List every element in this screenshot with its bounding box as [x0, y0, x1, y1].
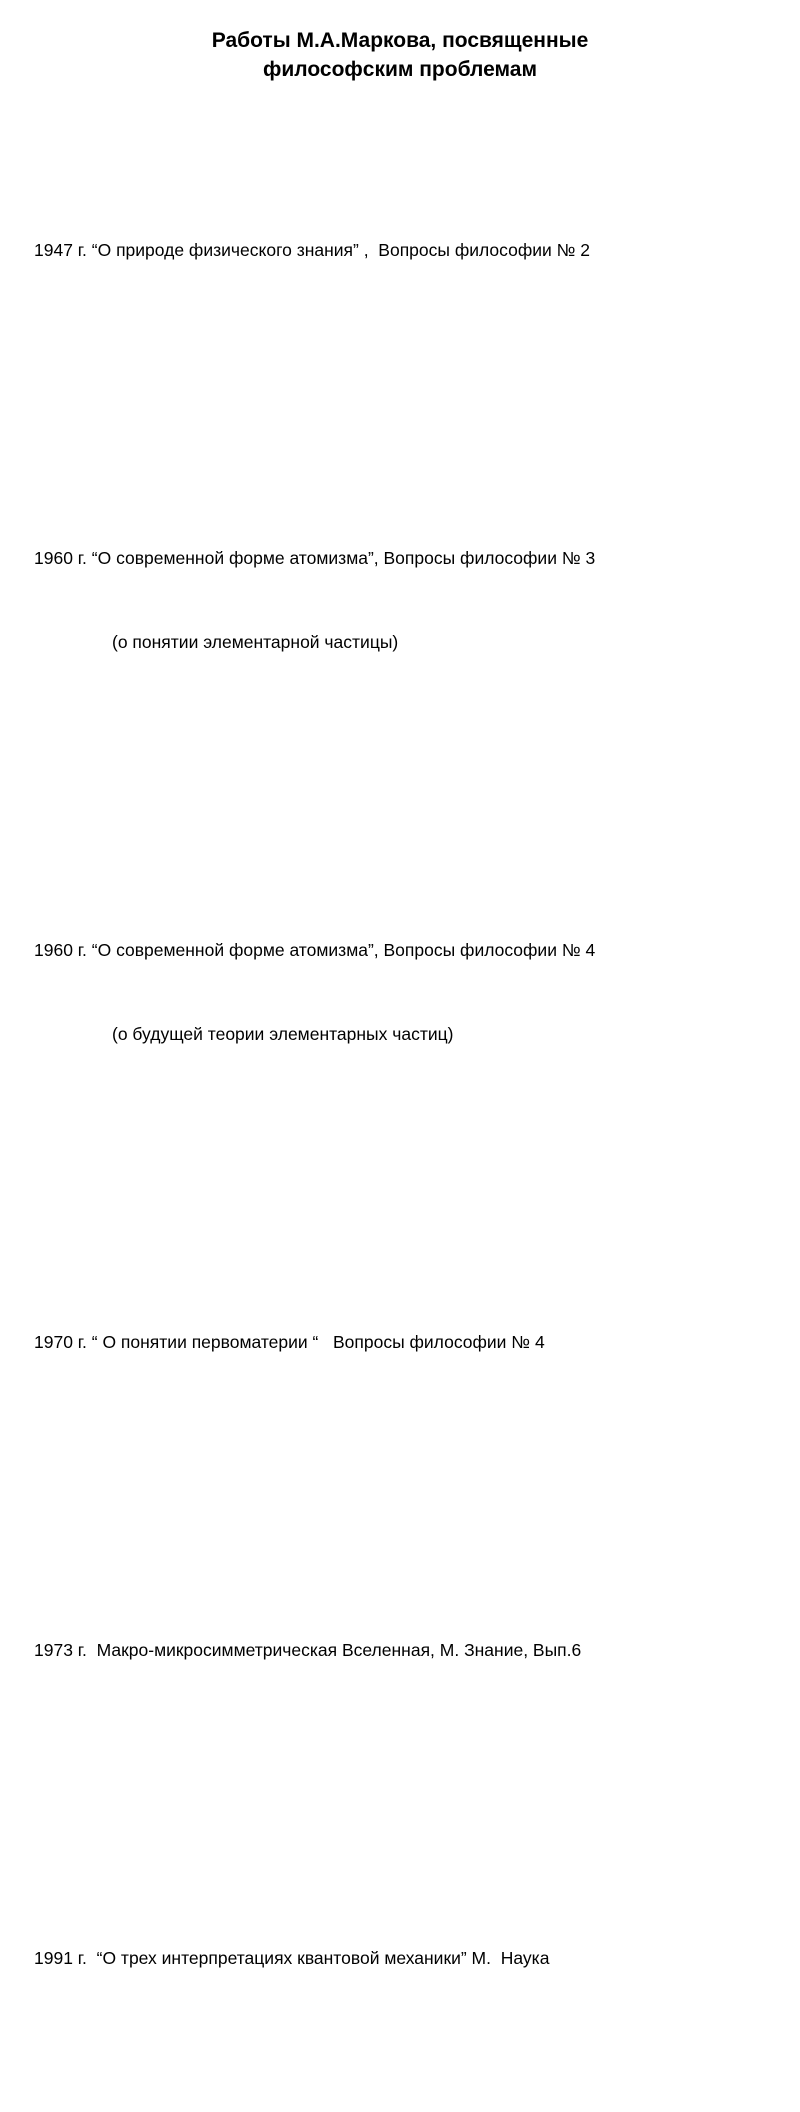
work-entry-1991	[34, 1888, 784, 2028]
slide-title-line-2: философским проблемам	[263, 58, 537, 81]
work-entry-subtitle: (о будущей теории элементарных частиц)	[112, 1024, 454, 1044]
work-entry-1970	[34, 1272, 784, 1412]
work-entry-text: 1947 г. “О природе физического знания” , Вопросы философии № 2	[34, 240, 591, 260]
list-spacer	[34, 376, 784, 404]
list-spacer	[34, 1468, 784, 1496]
slide-title-line-1: Работы М.А.Маркова, посвященные	[211, 29, 589, 52]
work-entry-1947	[34, 180, 784, 320]
slide-title	[0, 26, 800, 84]
works-list	[34, 96, 784, 2112]
work-entry-text: 1960 г. “О современной форме атомизма”, Вопросы философии № 4	[34, 940, 596, 960]
work-entry-text: 1973 г. Макро-микросимметрическая Вселенная, М. Знание, Вып.6	[34, 1640, 582, 1660]
list-spacer	[34, 1776, 784, 1804]
list-spacer	[34, 768, 784, 796]
work-entry-text: 1970 г. “ О понятии первоматерии “ Вопросы философии № 4	[34, 1332, 545, 1352]
work-entry-1960-b	[34, 880, 784, 1104]
work-entry-1973	[34, 1580, 784, 1720]
work-entry-subtitle: (о понятии элементарной частицы)	[112, 632, 399, 652]
work-entry-text: 1991 г. “О трех интерпретациях квантовой механики” М. Наука	[34, 1948, 550, 1968]
work-entry-1960-a	[34, 488, 784, 712]
list-spacer	[34, 1160, 784, 1188]
work-entry-text: 1960 г. “О современной форме атомизма”, Вопросы философии № 3	[34, 548, 596, 568]
